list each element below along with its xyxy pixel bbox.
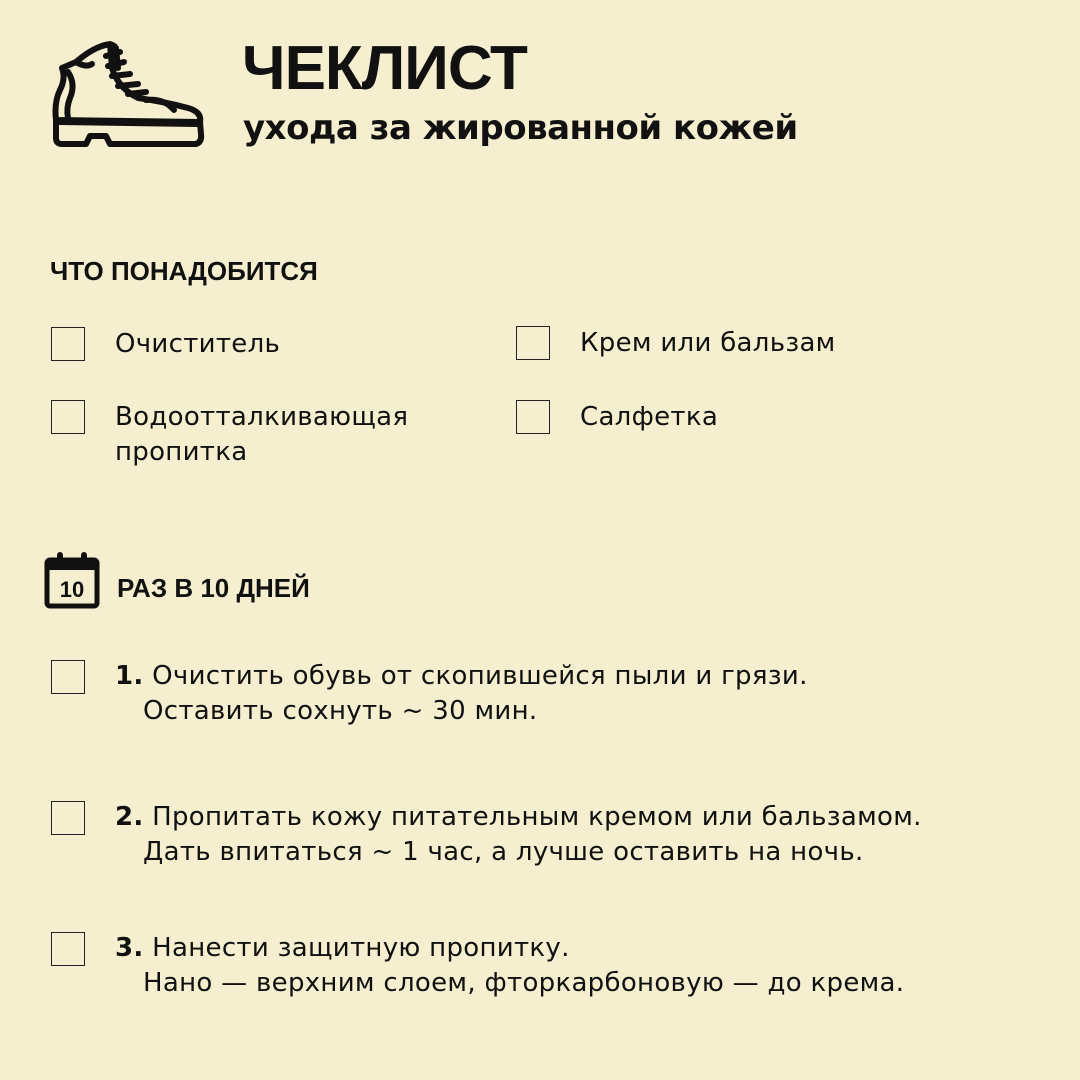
needs-item-impregnation-line1: Водоотталкивающая (115, 402, 409, 432)
needs-item-impregnation (115, 400, 408, 470)
checkbox-napkin[interactable] (516, 400, 550, 434)
page-subtitle: ухода за жированной кожей (243, 108, 798, 148)
checkbox-step-3[interactable] (51, 932, 85, 966)
step-1-line2: Оставить сохнуть ~ 30 мин. (143, 696, 538, 726)
checkbox-step-1[interactable] (51, 660, 85, 694)
step-2-number: 2. (115, 802, 144, 832)
page-title: ЧЕКЛИСТ (242, 34, 527, 103)
step-2-line1: Пропитать кожу питательным кремом или бальзамом. (152, 802, 922, 832)
checkbox-cleaner[interactable] (51, 327, 85, 361)
calendar-number: 10 (59, 577, 85, 602)
step-2 (115, 800, 922, 870)
step-1 (115, 659, 808, 729)
step-3-line2: Нано — верхним слоем, фторкарбоновую — до крема. (143, 968, 905, 998)
needs-item-impregnation-line2: пропитка (115, 437, 248, 467)
needs-heading: ЧТО ПОНАДОБИТСЯ (50, 256, 318, 286)
calendar-icon (44, 550, 100, 610)
needs-item-napkin: Салфетка (580, 402, 719, 432)
needs-item-cleaner: Очиститель (115, 329, 281, 359)
needs-item-cream: Крем или бальзам (580, 328, 836, 358)
step-3-number: 3. (115, 933, 144, 963)
checkbox-step-2[interactable] (51, 801, 85, 835)
step-2-line2: Дать впитаться ~ 1 час, а лучше оставить на ночь. (143, 837, 864, 867)
step-1-number: 1. (115, 661, 144, 691)
step-3 (115, 931, 904, 1001)
step-3-line1: Нанести защитную пропитку. (152, 933, 570, 963)
step-1-line1: Очистить обувь от скопившейся пыли и грязи. (152, 661, 808, 691)
schedule-heading: РАЗ В 10 ДНЕЙ (117, 573, 310, 603)
boot-icon (46, 38, 208, 150)
checkbox-cream[interactable] (516, 326, 550, 360)
checkbox-impregnation[interactable] (51, 400, 85, 434)
